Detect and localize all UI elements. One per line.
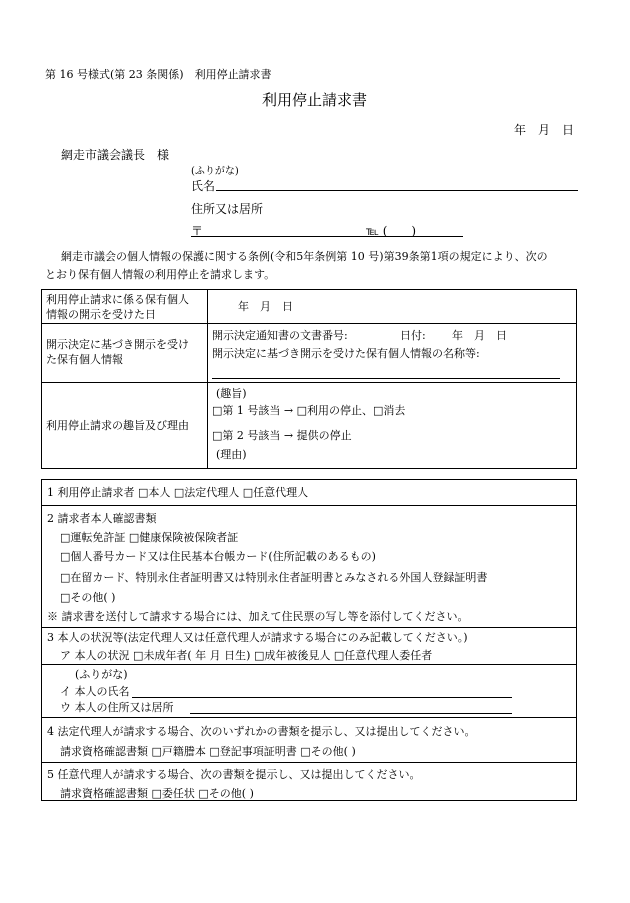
row-divider — [41, 717, 577, 718]
legal-agent-heading: 4 法定代理人が請求する場合、次のいずれかの書類を提示し、又は提出してください。 — [47, 725, 476, 738]
row-divider — [41, 762, 577, 763]
postal-mark: 〒 — [191, 224, 204, 238]
principal-furigana: (ふりがな) — [75, 668, 128, 681]
doc-date-value[interactable]: 年 月 日 — [452, 329, 507, 342]
row-divider — [41, 323, 577, 324]
principal-address-field[interactable] — [190, 713, 512, 714]
row-divider — [41, 382, 577, 383]
disclosure-date-label-1: 利用停止請求に係る保有個人 — [46, 293, 189, 306]
id-doc-option-1[interactable]: □運転免許証 □健康保険被保険者証 — [60, 531, 239, 544]
id-doc-option-3[interactable]: □在留カード、特別永住者証明書又は特別永住者証明書とみなされる外国人登録証明書 — [60, 571, 488, 584]
table-divider — [207, 289, 208, 469]
disclosure-date-value[interactable]: 年 月 日 — [238, 300, 293, 313]
requester-furigana: (ふりがな) — [191, 166, 239, 177]
row-divider — [41, 505, 577, 506]
voluntary-agent-heading: 5 任意代理人が請求する場合、次の書類を提示し、又は提出してください。 — [47, 768, 421, 781]
addressee: 網走市議会議長 様 — [61, 148, 170, 162]
purpose-reason-label: 利用停止請求の趣旨及び理由 — [46, 419, 189, 432]
requester-name-label: 氏名 — [191, 179, 216, 193]
row-divider — [41, 627, 577, 628]
principal-name-label: イ 本人の氏名 — [60, 685, 130, 698]
purpose-heading: (趣旨) — [216, 387, 247, 400]
principal-status-heading: 3 本人の状況等(法定代理人又は任意代理人が請求する場合にのみ記載してください。) — [47, 631, 468, 644]
clause-2-option[interactable]: □第 2 号該当 → 提供の停止 — [212, 429, 352, 442]
tel-label: ℡ ( ) — [366, 224, 417, 238]
row-divider — [41, 664, 577, 665]
intro-line-2: とおり保有個人情報の利用停止を請求します。 — [45, 268, 276, 281]
tel-field[interactable] — [366, 236, 463, 237]
legal-agent-docs[interactable]: 請求資格確認書類 □戸籍謄本 □登記事項証明書 □その他( ) — [60, 745, 356, 758]
id-doc-option-2[interactable]: □個人番号カード又は住民基本台帳カード(住所記載のあるもの) — [60, 550, 376, 563]
requester-type[interactable]: 1 利用停止請求者 □本人 □法定代理人 □任意代理人 — [47, 486, 309, 499]
form-number: 第 16 号様式(第 23 条関係) 利用停止請求書 — [45, 68, 272, 81]
disclosed-info-label-2: た保有個人情報 — [46, 353, 123, 366]
mailing-note: ※ 請求書を送付して請求する場合には、加えて住民票の写し等を添付してください。 — [47, 610, 469, 623]
info-name-field[interactable] — [212, 378, 560, 379]
principal-status-options[interactable]: ア 本人の状況 □未成年者( 年 月 日生) □成年被後見人 □任意代理人委任者 — [60, 649, 433, 662]
postal-field[interactable] — [191, 236, 366, 237]
page-title: 利用停止請求書 — [262, 91, 368, 109]
disclosure-date-label-2: 情報の開示を受けた日 — [46, 308, 156, 321]
intro-line-1: 網走市議会の個人情報の保護に関する条例(令和5年条例第 10 号)第39条第1項の規定により、次の — [61, 250, 548, 263]
id-docs-heading: 2 請求者本人確認書類 — [47, 512, 157, 525]
clause-1-option[interactable]: □第 1 号該当 → □利用の停止、□消去 — [212, 404, 406, 417]
info-name-label: 開示決定に基づき開示を受けた保有個人情報の名称等: — [212, 347, 480, 360]
date-line: 年 月 日 — [514, 123, 575, 137]
doc-date-label: 日付: — [400, 329, 426, 342]
id-doc-option-other[interactable]: □その他( ) — [60, 591, 116, 604]
requester-name-field[interactable] — [216, 190, 578, 191]
doc-number-label: 開示決定通知書の文書番号: — [212, 329, 348, 342]
disclosed-info-label-1: 開示決定に基づき開示を受け — [46, 338, 189, 351]
reason-heading: (理由) — [216, 448, 247, 461]
voluntary-agent-docs[interactable]: 請求資格確認書類 □委任状 □その他( ) — [60, 787, 254, 800]
principal-address-label: ウ 本人の住所又は居所 — [60, 701, 174, 714]
requester-address-label: 住所又は居所 — [191, 202, 264, 216]
principal-name-field[interactable] — [132, 697, 512, 698]
